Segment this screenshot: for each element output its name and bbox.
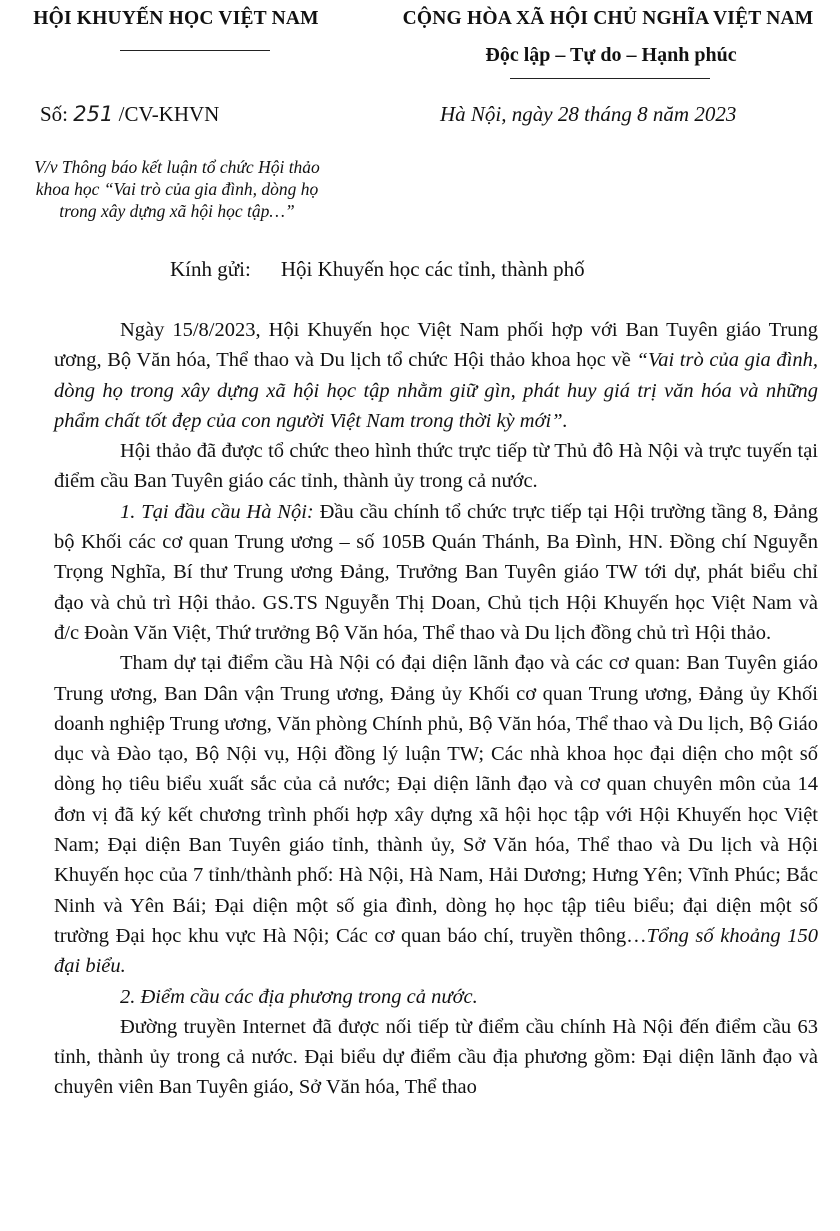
doc-number-suffix: /CV-KHVN <box>118 102 220 126</box>
recipient-label: Kính gửi: <box>170 257 251 281</box>
organization-name: HỘI KHUYẾN HỌC VIỆT NAM <box>33 8 319 29</box>
workshop-title: “Vai trò của gia đình, dòng họ trong xây dựng xã hội học tập nhằm giữ gìn, phát huy giá trị văn hóa và những phẩm chất tốt đẹp của con người Việt Nam trong thời kỳ mới”. <box>54 349 818 432</box>
hanoi-bridge-text: Đầu cầu chính tổ chức trực tiếp tại Hội trường tầng 8, Đảng bộ Khối các cơ quan Trung ương – số 105B Quán Thánh, Ba Đình, HN. Đồng chí Nguyễn Trọng Nghĩa, Bí thư Trung ương Đảng, Trưởng Ban Tuyên giáo TW tới dự, phát biểu chỉ đạo và chủ trì Hội thảo. GS.TS Nguyễn Thị Doan, Chủ tịch Hội Khuyến học Việt Nam và đ/c Đoàn Văn Việt, Thứ trưởng Bộ Văn hóa, Thể thao và Du lịch đồng chủ trì Hội thảo. <box>54 500 818 644</box>
subject-block <box>8 156 346 222</box>
attendees-total: Tổng số khoảng 150 đại biểu. <box>54 924 818 978</box>
recipient-line <box>170 257 585 282</box>
paragraph-intro <box>54 315 818 436</box>
subject-line: khoa học “Vai trò của gia đình, dòng họ <box>35 179 319 199</box>
national-motto: Độc lập – Tự do – Hạnh phúc <box>485 44 737 66</box>
section-heading-1: 1. Tại đầu cầu Hà Nội: <box>120 500 314 523</box>
paragraph-attendees <box>54 648 818 981</box>
motto-underline <box>510 78 710 79</box>
doc-number-handwritten: 251 <box>73 102 114 126</box>
paragraph-local-bridges: Đường truyền Internet đã được nối tiếp từ điểm cầu chính Hà Nội đến điểm cầu 63 tỉnh, thành ủy trong cả nước. Đại biểu dự điểm cầu địa phương gồm: Đại diện lãnh đạo và chuyên viên Ban Tuyên giáo, Sở Văn hóa, Thể thao <box>54 1015 818 1099</box>
nation-title: CỘNG HÒA XÃ HỘI CHỦ NGHĨA VIỆT NAM <box>402 8 814 29</box>
section-heading-2: 2. Điểm cầu các địa phương trong cả nước. <box>120 985 478 1008</box>
subject-line: V/v Thông báo kết luận tổ chức Hội thảo <box>34 157 320 177</box>
paragraph-hanoi-bridge <box>54 497 818 648</box>
document-number <box>40 102 219 127</box>
paragraph-format: Hội thảo đã được tổ chức theo hình thức trực tiếp từ Thủ đô Hà Nội và trực tuyến tại điểm cầu Ban Tuyên giáo các tỉnh, thành ủy trong cả nước. <box>54 440 818 493</box>
subject-line: trong xây dựng xã hội học tập…” <box>59 201 295 221</box>
doc-number-prefix: Số: <box>40 102 69 126</box>
recipient-name: Hội Khuyến học các tỉnh, thành phố <box>280 257 585 281</box>
intro-text: Ngày 15/8/2023, Hội Khuyến học Việt Nam phối hợp với Ban Tuyên giáo Trung ương, Bộ Văn hóa, Thể thao và Du lịch tổ chức Hội thảo khoa học về <box>54 319 818 372</box>
organization-underline <box>120 50 270 51</box>
attendees-text: Tham dự tại điểm cầu Hà Nội có đại diện lãnh đạo và các cơ quan: Ban Tuyên giáo Trung ương, Ban Dân vận Trung ương, Đảng ủy Khối cơ quan Trung ương, Đảng ủy Khối doanh nghiệp Trung ương, Văn phòng Chính phủ, Bộ Văn hóa, Thể thao và Du lịch, Bộ Giáo dục và Đào tạo, Bộ Nội vụ, Hội đồng lý luận TW; Các nhà khoa học đại diện cho một số dòng họ tiêu biểu xuất sắc của cả nước; Đại diện lãnh đạo và cơ quan chuyên môn của 14 đơn vị đã ký kết chương trình phối hợp xây dựng xã hội học tập với Hội Khuyến học Việt Nam; Đại diện Ban Tuyên giáo tỉnh, thành ủy, Sở Văn hóa, Thể thao và Du lịch và Hội Khuyến học của 7 tỉnh/thành phố: Hà Nội, Hà Nam, Hải Dương; Hưng Yên; Vĩnh Phúc; Bắc Ninh và Yên Bái; Đại diện một số gia đình, dòng họ học tập tiêu biểu; đại diện một số trường Đại học khu vực Hà Nội; Các cơ quan báo chí, truyền thông… <box>54 652 818 947</box>
place-and-date: Hà Nội, ngày 28 tháng 8 năm 2023 <box>440 102 737 126</box>
document-body <box>54 315 818 1103</box>
